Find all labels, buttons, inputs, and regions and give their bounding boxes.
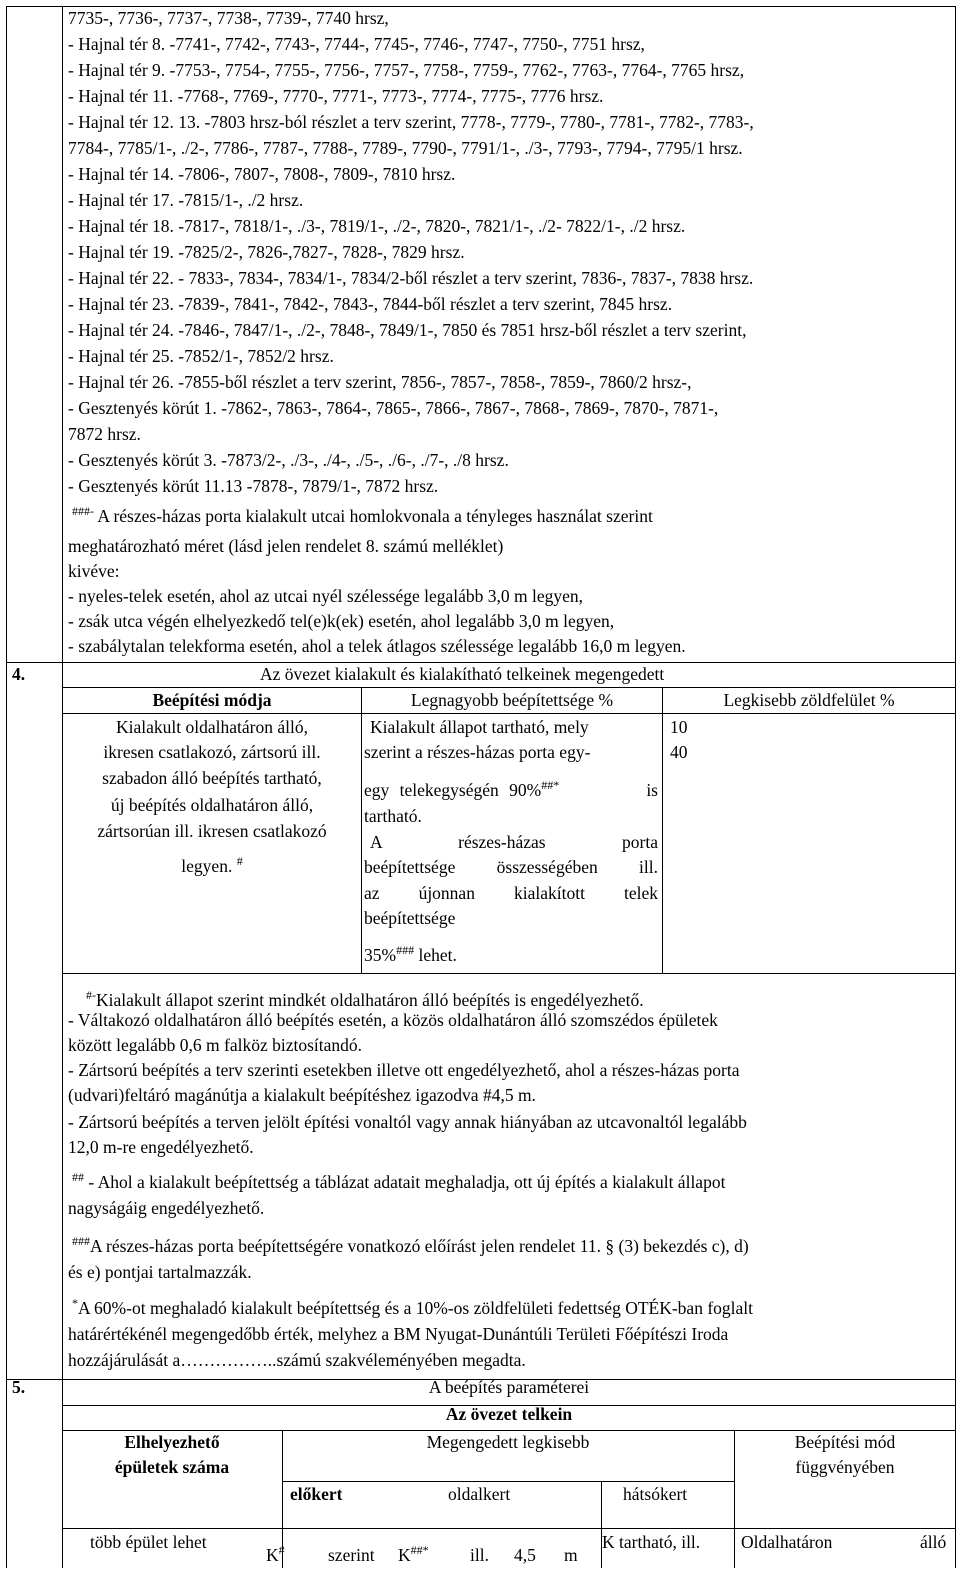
cell-line: szerint a részes-házas porta egy- [364, 742, 591, 762]
border-left [6, 6, 7, 1568]
cell-text: K [398, 1545, 411, 1565]
s5-row-val: 4,5 [514, 1545, 536, 1565]
cell-line: ikresen csatlakozó, zártsorú ill. [103, 742, 321, 762]
footnote-mark: ###- [72, 504, 94, 519]
note-line: nagyságáig engedélyezhető. [68, 1198, 265, 1218]
footnote-mark: # [236, 854, 243, 869]
address-line: - Hajnal tér 26. -7855-ből részlet a terv szerint, 7856-, 7857-, 7858-, 7859-, 7860/2 hrsz-, [68, 372, 692, 392]
cell-line: szabadon álló beépítés tartható, [102, 768, 322, 788]
s5-col2-header: Megengedett legkisebb [426, 1432, 590, 1452]
note-line: - zsák utca végén elhelyezkedő tel(e)k(ek) esetén, ahol legalább 3,0 m legyen, [68, 611, 615, 631]
s5-oldalkert-header: oldalkert [448, 1484, 511, 1504]
cell-text: 35% [364, 945, 397, 965]
note-line: meghatározható méret (lásd jelen rendelet 8. számú melléklet) [68, 536, 504, 556]
note-line: - Zártsorú beépítés a terven jelölt építési vonaltól vagy annak hiányában az utcavonaltól legalább [68, 1112, 747, 1132]
section5-header-top [62, 1430, 956, 1431]
section4-title: Az övezet kialakult és kialakítható telkeinek megengedett [260, 664, 665, 684]
s4-col1-header: Beépítési módja [152, 690, 272, 710]
address-line: - Gesztenyés körút 3. -7873/2-, ./3-, ./4-, ./5-, ./6-, ./7-, ./8 hrsz. [68, 450, 509, 470]
note-text: - Ahol a kialakult beépítettség a táblázat adatait meghaladja, ott új építés a kialakult állapot [84, 1172, 726, 1192]
note-text: A részes-házas porta beépítettségére vonatkozó előírást jelen rendelet 11. § (3) bekezdés c), d) [90, 1236, 749, 1256]
s4-col-divider-2 [662, 687, 663, 973]
address-line: 7735-, 7736-, 7737-, 7738-, 7739-, 7740 hrsz, [68, 8, 389, 28]
s5-row-unit: m [564, 1545, 578, 1565]
s5-row-col4b: álló [920, 1532, 947, 1552]
address-line: - Hajnal tér 22. - 7833-, 7834-, 7834/1-, 7834/2-ből részlet a terv szerint, 7836-, 7837-, 7838 hrsz. [68, 268, 754, 288]
s5-row-col3: K tartható, ill. [602, 1532, 701, 1552]
note-text: Kialakult állapot szerint mindkét oldalhatáron álló beépítés is engedélyezhető. [96, 990, 644, 1010]
note-line: és e) pontjai tartalmazzák. [68, 1262, 252, 1282]
section5-title: A beépítés paraméterei [428, 1377, 590, 1397]
cell-text: egy telekegységén 90% [364, 780, 542, 800]
cell-line [62, 856, 362, 876]
s5-col3-header: függvényében [795, 1457, 895, 1477]
section4-header-top [62, 687, 956, 688]
s4-col3-header: Legkisebb zöldfelület % [723, 690, 895, 710]
cell-line: beépítettsége [364, 908, 456, 928]
s5-row-szerint: szerint [328, 1545, 375, 1565]
note-text: A 60%-ot meghaladó kialakult beépítettség és a 10%-os zöldfelületi fedettség OTÉK-ban foglalt [78, 1298, 753, 1318]
address-line: 7784-, 7785/1-, ./2-, 7786-, 7787-, 7788-, 7789-, 7790-, 7791/1-, ./3-, 7793-, 7794-, 7795/1 hrsz. [68, 138, 743, 158]
note-line: - Váltakozó oldalhatáron álló beépítés esetén, a közös oldalhatáron álló szomszédos épületek [68, 1010, 718, 1030]
address-line: - Hajnal tér 18. -7817-, 7818/1-, ./3-, 7819/1-, ./2-, 7820-, 7821/1-, ./2- 7822/1-, ./2 hrsz. [68, 216, 686, 236]
s5-row-ill: ill. [470, 1545, 489, 1565]
note-line: (udvari)feltáró magánútja a kialakult beépítéshez igazodva #4,5 m. [68, 1085, 536, 1105]
note-line: - nyeles-telek esetén, ahol az utcai nyél szélessége legalább 3,0 m legyen, [68, 586, 584, 606]
footnote-mark: ## [72, 1170, 84, 1185]
section5-row-top [62, 1528, 956, 1529]
cell-text: legyen. [181, 856, 233, 876]
cell-text: is [646, 780, 658, 800]
address-line: - Gesztenyés körút 11.13 -7878-, 7879/1-, 7872 hrsz. [68, 476, 439, 496]
s5-hatsokert-header: hátsókert [623, 1484, 688, 1504]
s5-elokert-header: előkert [290, 1484, 343, 1504]
address-line: - Hajnal tér 23. -7839-, 7841-, 7842-, 7843-, 7844-ből részlet a terv szerint, 7845 hrsz. [68, 294, 673, 314]
cell-line: az újonnan kialakított telek [364, 883, 658, 903]
footnote-mark: # [278, 1543, 285, 1558]
address-line: - Hajnal tér 11. -7768-, 7769-, 7770-, 7771-, 7773-, 7774-, 7775-, 7776 hrsz. [68, 86, 604, 106]
note-line [72, 1236, 749, 1256]
cell-line: új beépítés oldalhatáron álló, [110, 795, 314, 815]
note-line [86, 990, 644, 1010]
address-line: - Hajnal tér 24. -7846-, 7847/1-, ./2-, 7848-, 7849/1-, 7850 és 7851 hrsz-ből részlet a terv szerint, [68, 320, 747, 340]
address-line: - Gesztenyés körút 1. -7862-, 7863-, 7864-, 7865-, 7866-, 7867-, 7868-, 7869-, 7870-, 7871-, [68, 398, 719, 418]
section5-sub-header-line [282, 1481, 734, 1482]
footnote-mark: #- [86, 988, 96, 1003]
footnote-mark: ##* [541, 778, 560, 793]
footnote-mark: ##* [410, 1543, 429, 1558]
cell-value: 10 [670, 717, 688, 737]
cell-line: tartható. [364, 806, 422, 826]
cell-line: beépítettsége összességében ill. [364, 857, 658, 877]
address-line: - Hajnal tér 25. -7852/1-, 7852/2 hrsz. [68, 346, 334, 366]
address-line: - Hajnal tér 12. 13. -7803 hrsz-ból részlet a terv szerint, 7778-, 7779-, 7780-, 7781-, 7782-, 7783-, [68, 112, 754, 132]
section4-table-top [62, 713, 956, 714]
s5-row-k2 [398, 1545, 429, 1565]
note-line: között legalább 0,6 m falköz biztosítandó. [68, 1035, 363, 1055]
section5-number: 5. [12, 1377, 26, 1397]
s4-col2-header: Legnagyobb beépítettsége % [410, 690, 614, 710]
note-line: határértékénél megengedőbb érték, melyhez a BM Nyugat-Dunántúli Területi Főépítészi Iroda [68, 1324, 729, 1344]
cell-value: 40 [670, 742, 688, 762]
s5-row-col4a: Oldalhatáron [741, 1532, 833, 1552]
cell-line [364, 945, 457, 965]
note-line: hozzájárulását a……………..számú szakvéleményében megadta. [68, 1350, 526, 1370]
address-line: 7872 hrsz. [68, 424, 141, 444]
cell-line [364, 780, 658, 800]
note-line: kivéve: [68, 561, 120, 581]
cell-text: lehet. [414, 945, 457, 965]
note-line: 12,0 m-re engedélyezhető. [68, 1137, 254, 1157]
note-line [72, 1298, 753, 1318]
address-line: - Hajnal tér 9. -7753-, 7754-, 7755-, 7756-, 7757-, 7758-, 7759-, 7762-, 7763-, 7764-, 7765 hrsz, [68, 60, 745, 80]
s5-row-k1 [266, 1545, 285, 1565]
border-right [955, 6, 956, 1568]
section4-table-bottom [62, 973, 956, 974]
address-line: - Hajnal tér 17. -7815/1-, ./2 hrsz. [68, 190, 304, 210]
cell-line: zártsorúan ill. ikresen csatlakozó [97, 821, 327, 841]
s5-col1-header: épületek száma [114, 1457, 230, 1477]
cell-text: K [266, 1545, 279, 1565]
cell-line: Kialakult állapot tartható, mely [370, 717, 589, 737]
section5-subtitle: Az övezet telkein [445, 1404, 573, 1424]
section4-top [6, 662, 956, 663]
note-line [72, 506, 653, 526]
note-line: - szabálytalan telekforma esetén, ahol a telek átlagos szélessége legalább 16,0 m legyen. [68, 636, 686, 656]
address-line: - Hajnal tér 19. -7825/2-, 7826-,7827-, 7828-, 7829 hrsz. [68, 242, 465, 262]
s5-col3-header: Beépítési mód [794, 1432, 896, 1452]
address-line: - Hajnal tér 8. -7741-, 7742-, 7743-, 7744-, 7745-, 7746-, 7747-, 7750-, 7751 hrsz, [68, 34, 645, 54]
s5-row-col1: több épület lehet [90, 1532, 207, 1552]
cell-line: Kialakult oldalhatáron álló, [116, 717, 308, 737]
s5-col-divider-2 [601, 1481, 602, 1568]
note-line: - Zártsorú beépítés a terv szerinti esetekben illetve ott engedélyezhető, ahol a részes-házas porta [68, 1060, 740, 1080]
s5-col1-header: Elhelyezhető [124, 1432, 220, 1452]
border-top [6, 6, 956, 7]
address-line: - Hajnal tér 14. -7806-, 7807-, 7808-, 7809-, 7810 hrsz. [68, 164, 456, 184]
footnote-mark: ### [72, 1234, 90, 1249]
cell-line: A részes-házas porta [370, 832, 658, 852]
note-text: A részes-házas porta kialakult utcai homlokvonala a tényleges használat szerint [94, 506, 653, 526]
footnote-mark: ### [396, 943, 415, 958]
note-line [72, 1172, 725, 1192]
footnote-mark: * [72, 1296, 78, 1311]
section4-number: 4. [12, 664, 26, 684]
